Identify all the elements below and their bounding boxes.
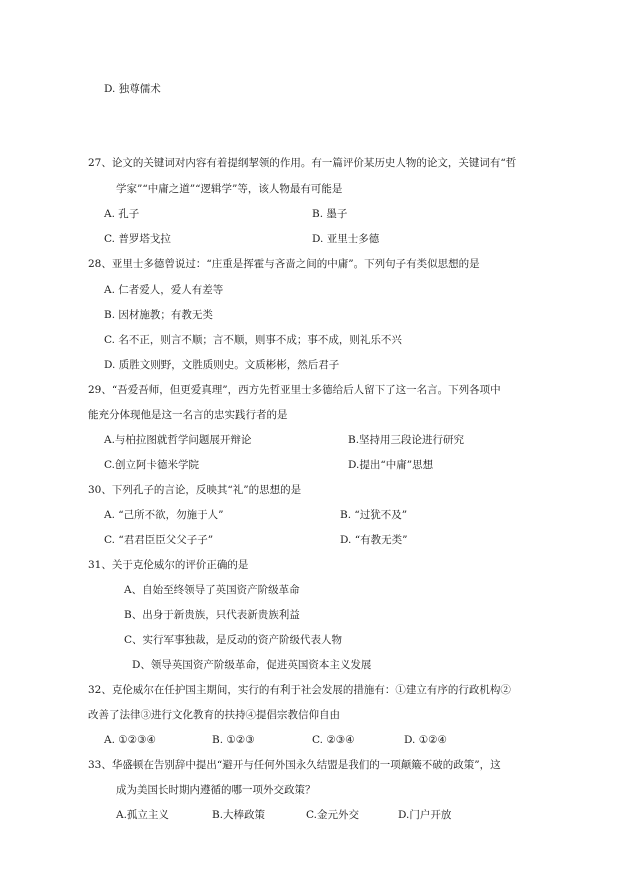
q32-option-b: B. ①②③ [212, 734, 255, 746]
q27-stem-line1: 27、论文的关键词对内容有着提纲挈领的作用。有一篇评价某历史人物的论文，关键词有“哲 [88, 157, 517, 169]
q33-stem-line2: 成为美国长时期内遵循的哪一项外交政策？ [116, 784, 316, 796]
q29-option-b: B.坚持用三段论进行研究 [348, 434, 465, 446]
q28-option-c: C. 名不正，则言不顺；言不顺，则事不成；事不成，则礼乐不兴 [104, 334, 402, 346]
q29-stem-line1: 29、“吾爱吾师，但更爱真理”，西方先哲亚里士多德给后人留下了这一名言。下列各项中 [88, 384, 501, 396]
q31-stem: 31、关于克伦威尔的评价正确的是 [88, 559, 249, 571]
q29-stem-line2: 能充分体现他是这一名言的忠实践行者的是 [88, 409, 288, 421]
q26-option-d: D. 独尊儒术 [104, 83, 161, 95]
q30-option-b: B. “过犹不及” [340, 509, 408, 521]
q28-stem: 28、亚里士多德曾说过：“庄重是挥霍与吝啬之间的中庸”。下列句子有类似思想的是 [88, 258, 480, 270]
q28-option-b: B. 因材施教；有教无类 [104, 309, 213, 321]
q30-option-d: D. “有教无类” [340, 534, 408, 546]
q30-stem: 30、下列孔子的言论，反映其“礼”的思想的是 [88, 484, 302, 496]
q32-stem-line1: 32、克伦威尔在任护国主期间，实行的有利于社会发展的措施有：①建立有序的行政机构② [88, 684, 511, 696]
q27-option-a: A. 孔子 [104, 208, 140, 220]
q29-option-d: D.提出“中庸”思想 [348, 459, 434, 471]
q27-option-c: C. 普罗塔戈拉 [104, 233, 171, 245]
q31-option-a: A、自始至终领导了英国资产阶级革命 [124, 584, 300, 596]
q32-option-c: C. ②③④ [312, 734, 355, 746]
q28-option-a: A. 仁者爱人，爱人有差等 [104, 284, 224, 296]
q31-option-b: B、出身于新贵族，只代表新贵族利益 [124, 609, 300, 621]
q27-stem-line2: 学家”“中庸之道”“逻辑学”等，该人物最有可能是 [116, 183, 343, 195]
q29-option-a: A.与柏拉图就哲学问题展开辩论 [104, 434, 252, 446]
q31-option-c: C、实行军事独裁，是反动的资产阶级代表人物 [124, 634, 343, 646]
q27-option-d: D. 亚里士多德 [312, 233, 380, 245]
q33-option-c: C.金元外交 [306, 809, 359, 821]
q30-option-c: C. “君君臣臣父父子子” [104, 534, 214, 546]
q33-option-b: B.大棒政策 [212, 809, 266, 821]
q32-stem-line2: 改善了法律③进行文化教育的扶持④提倡宗教信仰自由 [88, 709, 340, 721]
q33-option-d: D.门户开放 [398, 809, 452, 821]
q33-option-a: A.孤立主义 [116, 809, 169, 821]
q32-option-a: A. ①②③④ [104, 734, 156, 746]
q29-option-c: C.创立阿卡德米学院 [104, 459, 199, 471]
q33-stem-line1: 33、华盛顿在告别辞中提出“避开与任何外国永久结盟是我们的一项颠簸不破的政策”，这 [88, 759, 501, 771]
q32-option-d: D. ①②④ [404, 734, 447, 746]
q27-option-b: B. 墨子 [312, 208, 348, 220]
q28-option-d: D. 质胜文则野，文胜质则史。文质彬彬，然后君子 [104, 359, 340, 371]
q30-option-a: A. “己所不欲，勿施于人” [104, 509, 224, 521]
q31-option-d: D、领导英国资产阶级革命，促进英国资本主义发展 [132, 659, 372, 671]
